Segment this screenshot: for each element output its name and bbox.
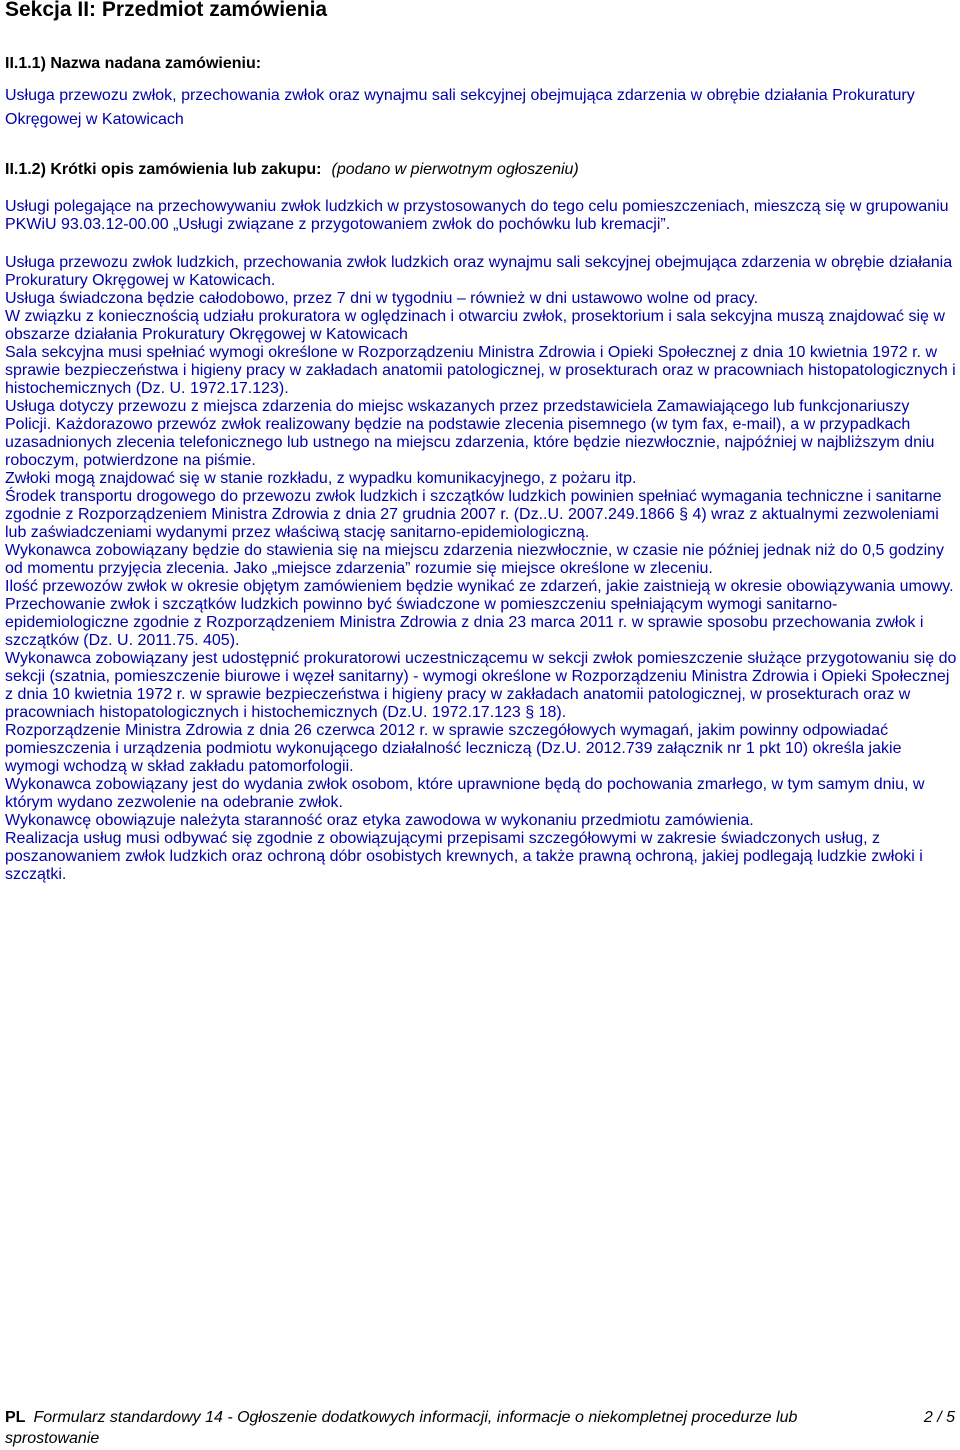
footer-page-number: 2 / 5 bbox=[923, 1409, 955, 1426]
description-heading-note: (podano w pierwotnym ogłoszeniu) bbox=[331, 161, 579, 178]
description-heading bbox=[5, 161, 579, 179]
description-paragraph: Zwłoki mogą znajdować się w stanie rozkładu, z wypadku komunikacyjnego, z pożaru itp. bbox=[5, 470, 637, 487]
description-paragraph: Wykonawca zobowiązany jest do wydania zwłok osobom, które uprawnione będą do pochowania zmarłego, w tym samym dniu, w którym wydano zezwolenie na odebranie zwłok. bbox=[5, 776, 925, 811]
description-paragraph: Wykonawca zobowiązany jest udostępnić prokuratorowi uczestniczącemu w sekcji zwłok pomieszczenie służące przygotowaniu się do sekcji (szatnia, pomieszczenie biurowe i węzeł sanitarny) - wymogi określone w Rozporządzeniu Ministra Zdrowia i Opieki Społecznej z dnia 10 kwietnia 1972 r. w sprawie bezpieczeństwa i higieny pracy w zakładach anatomii patologicznej, w prosekturach oraz w pracowniach histopatologicznych i histochemicznych (Dz.U. 1972.17.123 § 18). bbox=[5, 650, 957, 721]
description-paragraph: Usługa dotyczy przewozu z miejsca zdarzenia do miejsc wskazanych przez przedstawiciela Zamawiającego lub funkcjonariuszy Policji. Każdorazowo przewóz zwłok realizowany będzie na podstawie zlecenia pisemnego (w tym fax, e-mail), a w przypadkach uzasadnionych zlecenia telefonicznego lub ustnego na miejscu zdarzenia, które będzie niezwłocznie, najpóźniej w najbliższym dniu roboczym, potwierdzone na piśmie. bbox=[5, 398, 935, 469]
footer-form-title: Formularz standardowy 14 - Ogłoszenie dodatkowych informacji, informacje o niekompletnej procedurze lub sprostowanie bbox=[5, 1409, 798, 1447]
description-paragraph: Ilość przewozów zwłok w okresie objętym zamówieniem będzie wynikać ze zdarzeń, jakie zaistnieją w okresie obowiązywania umowy. bbox=[5, 578, 954, 595]
description-paragraph: Usługa świadczona będzie całodobowo, przez 7 dni w tygodniu – również w dni ustawowo wolne od pracy. bbox=[5, 290, 759, 307]
description-heading-label: II.1.2) Krótki opis zamówienia lub zakupu: bbox=[5, 161, 322, 178]
footer-form-line bbox=[5, 1407, 865, 1449]
section-title: Sekcja II: Przedmiot zamówienia bbox=[5, 0, 328, 21]
name-value: Usługa przewozu zwłok, przechowania zwłok oraz wynajmu sali sekcyjnej obejmująca zdarzenia w obrębie działania Prokuratury Okręgowej w Katowicach bbox=[5, 87, 915, 128]
name-heading: II.1.1) Nazwa nadana zamówieniu: bbox=[5, 55, 262, 72]
description-paragraph: Sala sekcyjna musi spełniać wymogi określone w Rozporządzeniu Ministra Zdrowia i Opieki Społecznej z dnia 10 kwietnia 1972 r. w sprawie bezpieczeństwa i higieny pracy w zakładach anatomii patologicznej, w prosekturach oraz w pracowniach histopatologicznych i histochemicznych (Dz. U. 1972.17.123). bbox=[5, 344, 956, 397]
description-paragraph: W związku z koniecznością udziału prokuratora w oględzinach i otwarciu zwłok, prosektorium i sala sekcyjna muszą znajdować się w obszarze działania Prokuratury Okręgowej w Katowicach bbox=[5, 308, 945, 343]
description-paragraph: Przechowanie zwłok i szczątków ludzkich powinno być świadczone w pomieszczeniu spełniającym wymogi sanitarno-epidemiologiczne zgodnie z Rozporządzeniem Ministra Zdrowia z dnia 23 marca 2011 r. w sprawie sposobu przechowania zwłok i szczątków (Dz. U. 2011.75. 405). bbox=[5, 596, 924, 649]
description-paragraph: Usługa przewozu zwłok ludzkich, przechowania zwłok ludzkich oraz wynajmu sali sekcyjnej obejmująca zdarzenia w obrębie działania Prokuratury Okręgowej w Katowicach. bbox=[5, 254, 953, 289]
page-footer bbox=[5, 1407, 955, 1449]
description-paragraph: Realizacja usług musi odbywać się zgodnie z obowiązującymi przepisami szczegółowymi w zakresie świadczonych usług, z poszanowaniem zwłok ludzkich oraz ochroną dóbr osobistych krewnych, a także prawną ochroną, jakiej podlegają ludzkie zwłoki i szczątki. bbox=[5, 830, 923, 883]
description-paragraph: Rozporządzenie Ministra Zdrowia z dnia 26 czerwca 2012 r. w sprawie szczegółowych wymagań, jakim powinny odpowiadać pomieszczenia i urządzenia podmiotu wykonującego działalność leczniczą (Dz.U. 2012.739 załącznik nr 1 pkt 10) określa jakie wymogi wchodzą w skład zakładu patomorfologii. bbox=[5, 722, 902, 775]
description-paragraph: Wykonawca zobowiązany będzie do stawienia się na miejscu zdarzenia niezwłocznie, w czasie nie później jednak niż do 0,5 godziny od momentu przyjęcia zlecenia. Jako „miejsce zdarzenia” rozumie się miejsce określone w zleceniu. bbox=[5, 542, 945, 577]
footer-language-code: PL bbox=[5, 1409, 26, 1426]
description-paragraph: Środek transportu drogowego do przewozu zwłok ludzkich i szczątków ludzkich powinien spełniać wymagania techniczne i sanitarne zgodnie z Rozporządzeniem Ministra Zdrowia z dnia 27 grudnia 2007 r. (Dz..U. 2007.249.1866 § 4) wraz z aktualnymi zezwoleniami lub zaświadczeniami wydanymi przez właściwą stację sanitarno-epidemiologiczną. bbox=[5, 488, 942, 541]
description-intro: Usługi polegające na przechowywaniu zwłok ludzkich w przystosowanych do tego celu pomieszczeniach, mieszczą się w grupowaniu PKWiU 93.03.12-00.00 „Usługi związane z przygotowaniem zwłok do pochówku lub kremacji”. bbox=[5, 198, 949, 233]
description-body bbox=[5, 254, 960, 884]
description-paragraph: Wykonawcę obowiązuje należyta staranność oraz etyka zawodowa w wykonaniu przedmiotu zamówienia. bbox=[5, 812, 754, 829]
